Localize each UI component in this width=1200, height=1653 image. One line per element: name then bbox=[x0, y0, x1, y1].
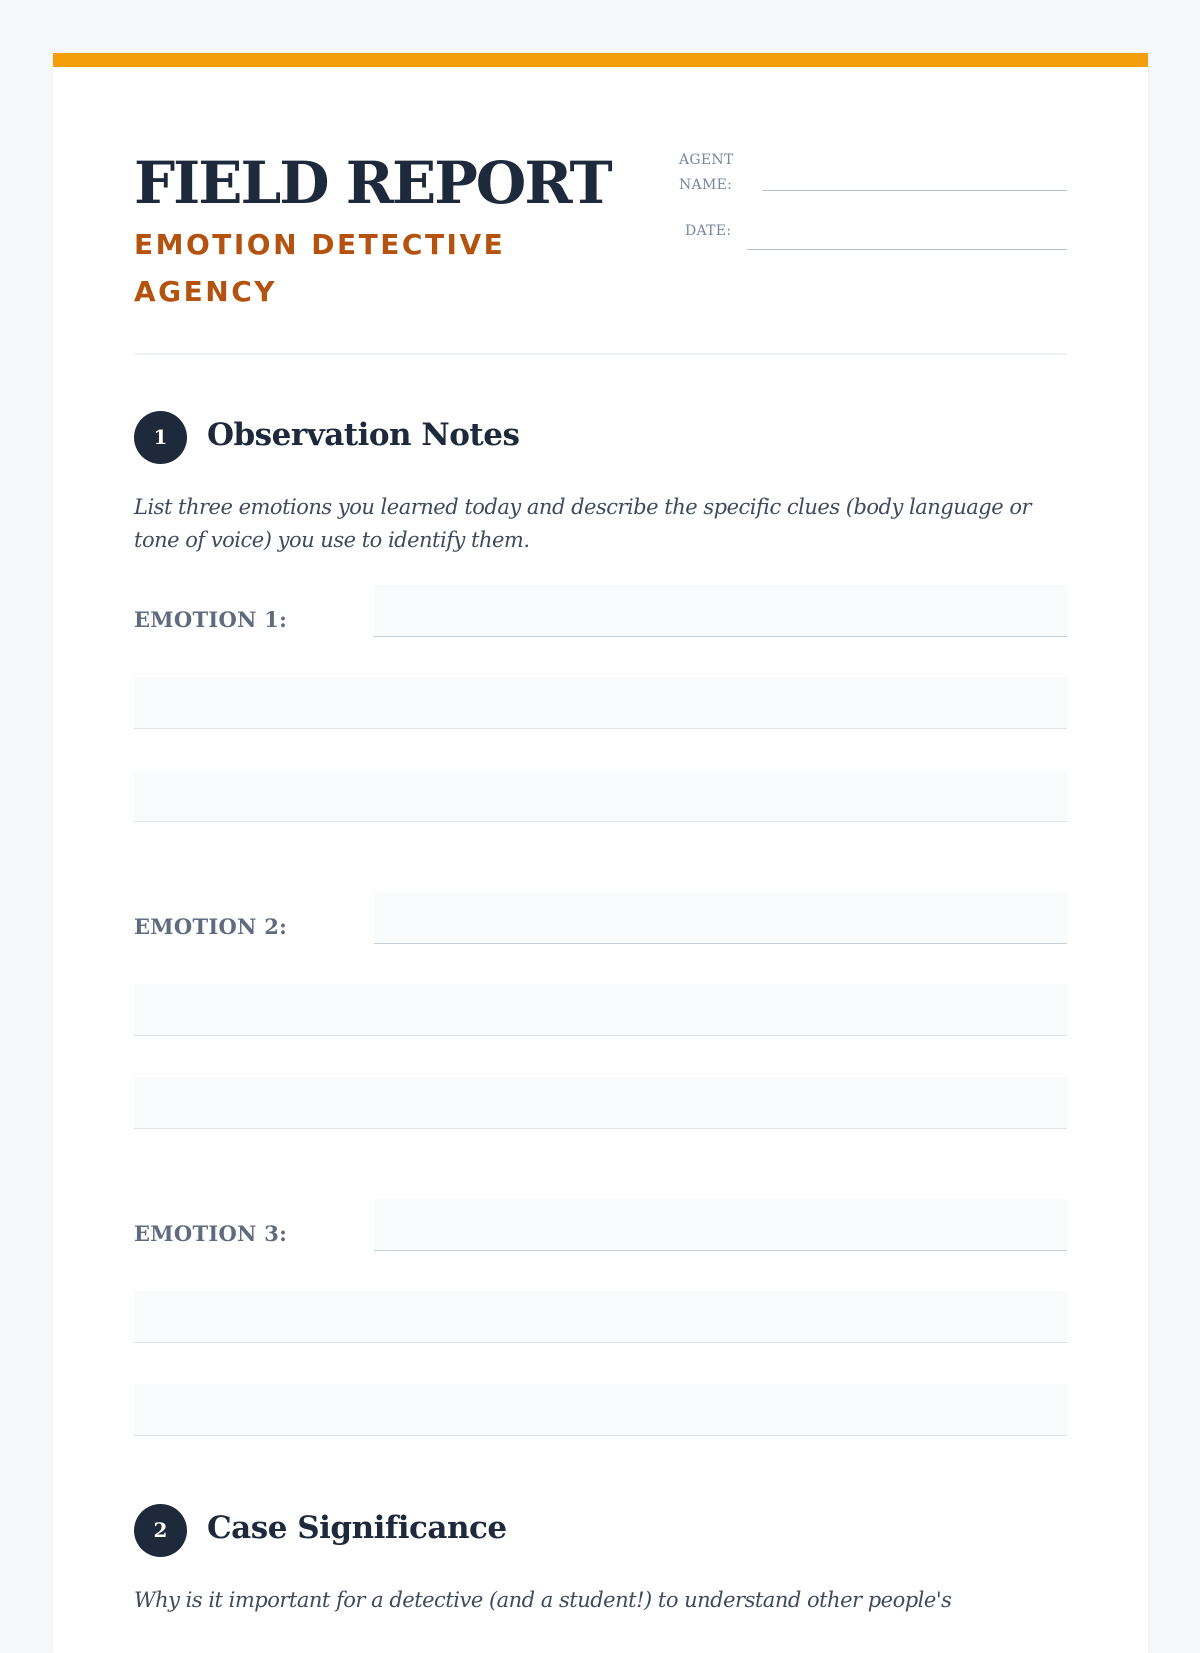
section-title: Observation Notes bbox=[207, 417, 520, 453]
section-title: Case Significance bbox=[207, 1510, 507, 1546]
section-instructions: Why is it important for a detective (and a student!) to understand other people's bbox=[134, 1588, 952, 1612]
section-number-badge: 2 bbox=[134, 1504, 187, 1557]
agency-subtitle: EMOTION DETECTIVE AGENCY bbox=[134, 228, 506, 308]
accent-bar bbox=[53, 53, 1148, 67]
header-divider bbox=[134, 353, 1067, 355]
emotion-1-clue-line-1[interactable] bbox=[134, 677, 1067, 729]
section-number-badge: 1 bbox=[134, 411, 187, 464]
worksheet-page bbox=[53, 53, 1148, 1653]
date-label: DATE: bbox=[685, 223, 732, 239]
emotion-2-clue-line-2[interactable] bbox=[134, 1077, 1067, 1129]
emotion-3-clue-line-1[interactable] bbox=[134, 1291, 1067, 1343]
emotion-2-clue-line-1[interactable] bbox=[134, 984, 1067, 1036]
date-field[interactable] bbox=[747, 249, 1067, 250]
agent-name-field[interactable] bbox=[762, 190, 1067, 191]
emotion-label: EMOTION 3: bbox=[134, 1221, 288, 1246]
emotion-label: EMOTION 2: bbox=[134, 914, 288, 939]
page-title: FIELD REPORT bbox=[134, 149, 611, 217]
agent-name-label: AGENT NAME: bbox=[679, 152, 734, 193]
emotion-3-clue-line-2[interactable] bbox=[134, 1384, 1067, 1436]
emotion-2-name-field[interactable] bbox=[374, 892, 1067, 944]
emotion-1-clue-line-2[interactable] bbox=[134, 770, 1067, 822]
emotion-3-name-field[interactable] bbox=[374, 1199, 1067, 1251]
emotion-label: EMOTION 1: bbox=[134, 607, 288, 632]
section-instructions: List three emotions you learned today and describe the specific clues (body language or tone of voice) you use to identify them. bbox=[134, 495, 1032, 552]
emotion-1-name-field[interactable] bbox=[374, 585, 1067, 637]
